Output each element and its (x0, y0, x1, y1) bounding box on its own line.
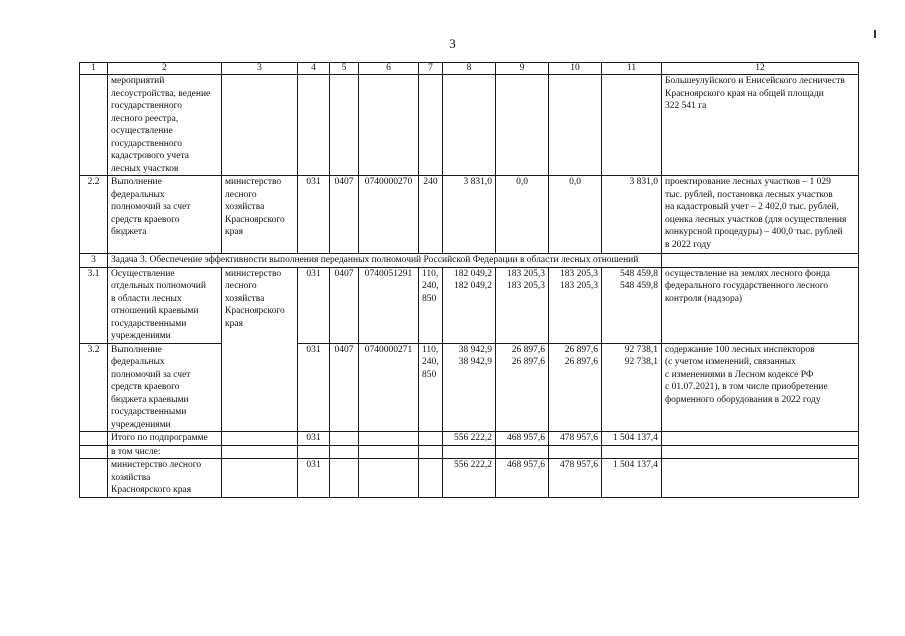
total-row (80, 432, 859, 446)
measure-name: Осуществление отдельных полномочий в области лесных отношений краевыми государственными учреждениями (108, 267, 222, 343)
expense-type: 110, 240, 850 (419, 267, 443, 343)
executor: министерство лесного хозяйства Красноярского края (222, 176, 298, 254)
row-number: 3.1 (80, 267, 108, 343)
program-table (79, 62, 859, 498)
amount-year-2: 468 957,6 (496, 432, 549, 446)
grbs-code: 031 (298, 459, 330, 498)
row-number: 3.2 (80, 343, 108, 432)
header-col-1: 1 (80, 63, 108, 75)
row-number: 3 (80, 254, 108, 268)
including-label: в том числе: (108, 445, 222, 459)
expense-type: 110, 240, 850 (419, 343, 443, 432)
section-code: 0407 (330, 343, 359, 432)
row-number: 2.2 (80, 176, 108, 254)
header-col-11: 11 (602, 63, 662, 75)
grbs-code: 031 (298, 432, 330, 446)
amount-year-1: 182 049,2 182 049,2 (443, 267, 496, 343)
table-row (80, 176, 859, 254)
header-col-10: 10 (549, 63, 602, 75)
target-code: 0740051291 (359, 267, 419, 343)
including-row (80, 445, 859, 459)
section-code: 0407 (330, 267, 359, 343)
expected-result: осуществление на землях лесного фонда федерального государственного лесного контроля (надзора) (662, 267, 859, 343)
amount-year-3: 0,0 (549, 176, 602, 254)
header-col-3: 3 (222, 63, 298, 75)
ministry-label: министерство лесного хозяйства Красноярского края (108, 459, 222, 498)
target-code: 0740000270 (359, 176, 419, 254)
amount-total: 1 504 137,4 (602, 432, 662, 446)
expected-result: содержание 100 лесных инспекторов (с учетом изменений, связанных с изменениями в Лесном кодексе РФ с 01.07.2021), в том числе приобретение форменного оборудования в 2022 году (662, 343, 859, 432)
amount-year-3: 478 957,6 (549, 459, 602, 498)
amount-year-3: 183 205,3 183 205,3 (549, 267, 602, 343)
header-col-7: 7 (419, 63, 443, 75)
header-col-5: 5 (330, 63, 359, 75)
amount-year-1: 38 942,9 38 942,9 (443, 343, 496, 432)
amount-total: 1 504 137,4 (602, 459, 662, 498)
measure-name: мероприятий лесоустройства, ведение государственного лесного реестра, осуществление государственного кадастрового учета лесных участков (108, 75, 222, 176)
amount-year-3: 26 897,6 26 897,6 (549, 343, 602, 432)
amount-year-1: 556 222,2 (443, 459, 496, 498)
executor: министерство лесного хозяйства Красноярского края (222, 267, 298, 432)
amount-total: 92 738,1 92 738,1 (602, 343, 662, 432)
expected-result: проектирование лесных участков – 1 029 тыс. рублей, постановка лесных участков на кадастровый учет – 2 402,0 тыс. рублей, оценка лесных участков (для осуществления конкурсной процедуры) – 400,0 тыс. рублей в 2022 году (662, 176, 859, 254)
amount-total: 548 459,8 548 459,8 (602, 267, 662, 343)
page-number: 3 (449, 36, 456, 51)
grbs-code: 031 (298, 343, 330, 432)
target-code: 0740000271 (359, 343, 419, 432)
section-code: 0407 (330, 176, 359, 254)
header-col-2: 2 (108, 63, 222, 75)
amount-year-2: 183 205,3 183 205,3 (496, 267, 549, 343)
amount-year-2: 468 957,6 (496, 459, 549, 498)
expected-result: Большеулуйского и Енисейского лесничеств Красноярского края на общей площади 322 541 га (662, 75, 859, 176)
header-col-8: 8 (443, 63, 496, 75)
amount-year-1: 556 222,2 (443, 432, 496, 446)
table-row (80, 267, 859, 343)
amount-year-1: 3 831,0 (443, 176, 496, 254)
total-label: Итого по подпрограмме (108, 432, 222, 446)
grbs-code: 031 (298, 176, 330, 254)
task-title: Задача 3. Обеспечение эффективности выполнения переданных полномочий Российской Федерации в области лесных отношений (108, 254, 662, 268)
measure-name: Выполнение федеральных полномочий за счет средств краевого бюджета (108, 176, 222, 254)
ministry-row (80, 459, 859, 498)
header-col-12: 12 (662, 63, 859, 75)
table-row (80, 343, 859, 432)
table-row (80, 75, 859, 176)
header-col-6: 6 (359, 63, 419, 75)
measure-name: Выполнение федеральных полномочий за счет средств краевого бюджета краевыми государственными учреждениями (108, 343, 222, 432)
amount-total: 3 831,0 (602, 176, 662, 254)
amount-year-3: 478 957,6 (549, 432, 602, 446)
expense-type: 240 (419, 176, 443, 254)
header-row (80, 63, 859, 75)
margin-mark (874, 30, 876, 38)
amount-year-2: 26 897,6 26 897,6 (496, 343, 549, 432)
task-row (80, 254, 859, 268)
grbs-code: 031 (298, 267, 330, 343)
amount-year-2: 0,0 (496, 176, 549, 254)
header-col-4: 4 (298, 63, 330, 75)
header-col-9: 9 (496, 63, 549, 75)
